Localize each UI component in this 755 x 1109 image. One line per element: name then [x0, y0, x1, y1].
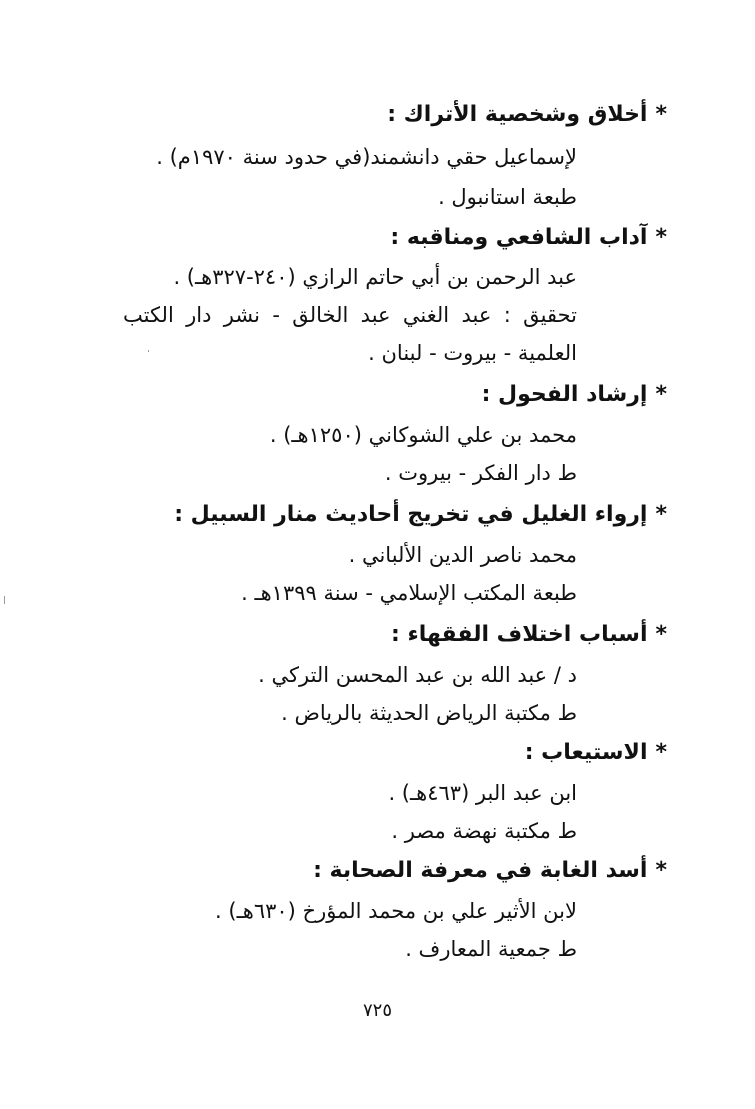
entry-title	[174, 500, 667, 530]
entry-title	[525, 738, 667, 768]
bullet-marker: *	[655, 740, 667, 765]
bullet-marker: *	[655, 382, 667, 407]
entry-title-text: إرواء الغليل في تخريج أحاديث منار السبيل :	[174, 502, 648, 527]
entry-line: محمد ناصر الدين الألباني .	[348, 543, 577, 567]
entry-title-text: أسد الغابة في معرفة الصحابة :	[313, 858, 648, 883]
entry-line: د / عبد الله بن عبد المحسن التركي .	[258, 663, 577, 687]
bullet-marker: *	[655, 858, 667, 883]
entry-title	[387, 100, 667, 130]
bullet-marker: *	[655, 102, 667, 127]
scan-speck	[148, 350, 149, 352]
bullet-marker: *	[655, 622, 667, 647]
entry-title-text: أخلاق وشخصية الأتراك :	[387, 102, 648, 127]
entry-line: ط مكتبة نهضة مصر .	[391, 819, 577, 843]
entry-title	[391, 620, 667, 650]
entry-line: تحقيق : عبد الغني عبد الخالق - نشر دار الكتب	[123, 303, 577, 327]
entry-line: ابن عبد البر (٤٦٣هـ) .	[388, 781, 577, 805]
entry-line: ط مكتبة الرياض الحديثة بالرياض .	[281, 701, 577, 725]
entry-line: عبد الرحمن بن أبي حاتم الرازي (٢٤٠-٣٢٧هـ) .	[173, 265, 577, 289]
entry-title	[390, 223, 667, 253]
entry-title-text: آداب الشافعي ومناقبه :	[390, 225, 648, 250]
bullet-marker: *	[655, 225, 667, 250]
entry-title	[313, 856, 667, 886]
entry-line: طبعة المكتب الإسلامي - سنة ١٣٩٩هـ .	[241, 581, 577, 605]
scan-speck	[4, 596, 5, 604]
entry-line: لإسماعيل حقي دانشمند(في حدود سنة ١٩٧٠م) .	[156, 145, 577, 169]
entry-title-text: الاستيعاب :	[524, 740, 648, 765]
entry-line: ط دار الفكر - بيروت .	[384, 461, 577, 485]
entry-line: العلمية - بيروت - لبنان .	[368, 341, 577, 365]
entry-line: ط جمعية المعارف .	[405, 937, 577, 961]
entry-line: لابن الأثير علي بن محمد المؤرخ (٦٣٠هـ) .	[215, 899, 577, 923]
entry-title	[482, 380, 667, 410]
entry-title-text: إرشاد الفحول :	[481, 382, 648, 407]
bullet-marker: *	[655, 502, 667, 527]
entry-line: محمد بن علي الشوكاني (١٢٥٠هـ) .	[269, 423, 577, 447]
entry-title-text: أسباب اختلاف الفقهاء :	[391, 622, 648, 647]
entry-line: طبعة استانبول .	[438, 185, 577, 209]
page-number: ٧٢٥	[362, 1000, 392, 1021]
